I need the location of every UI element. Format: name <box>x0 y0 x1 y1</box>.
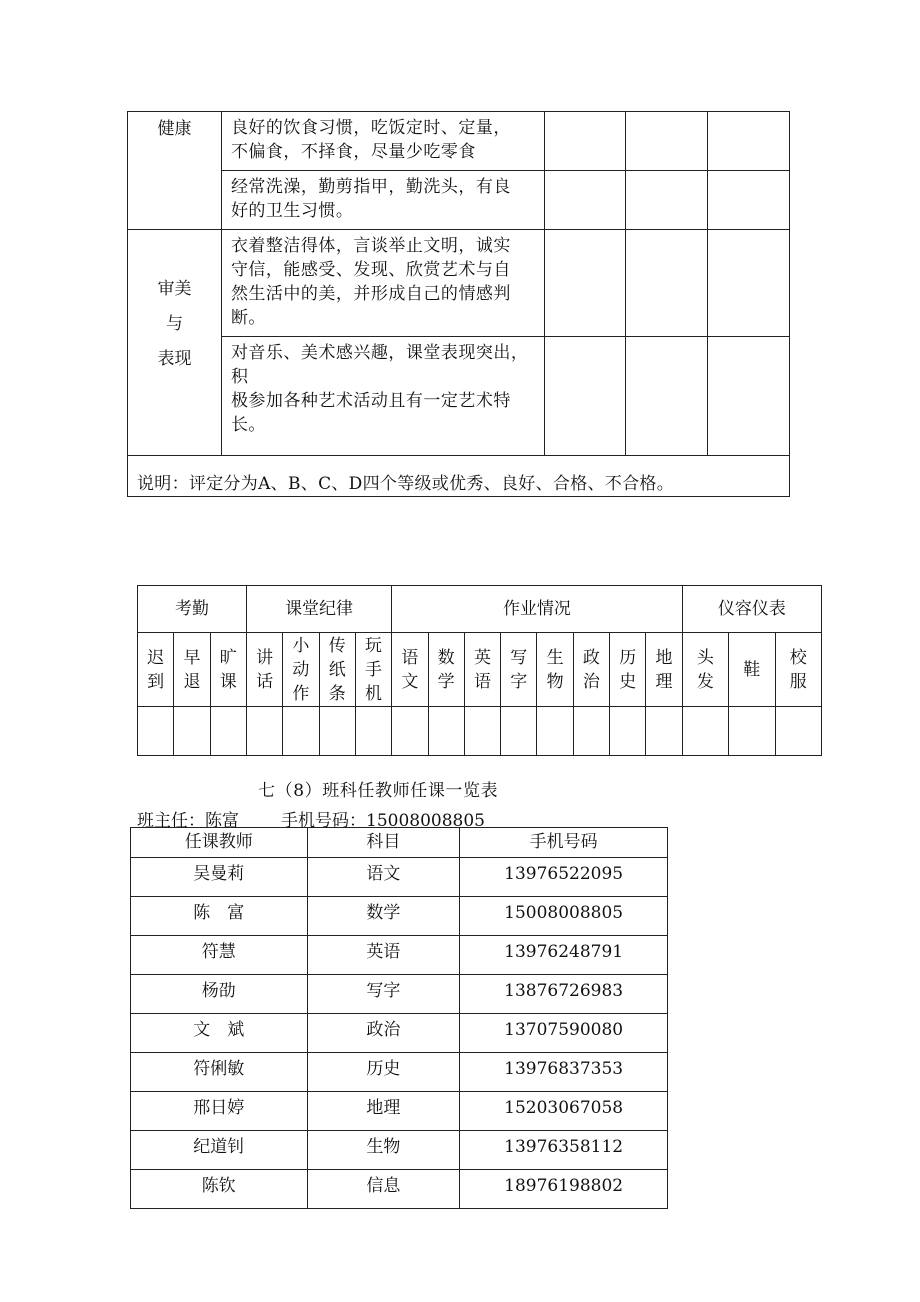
teacher-table <box>130 827 668 1209</box>
grade-cell <box>544 171 626 230</box>
blank-cell <box>319 707 355 756</box>
col-hair: 头 发 <box>682 633 728 707</box>
col-early-leave: 早 退 <box>174 633 210 707</box>
blank-cell <box>729 707 775 756</box>
col-math: 数 学 <box>428 633 464 707</box>
criteria-cell: 良好的饮食习惯，吃饭定时、定量， 不偏食，不择食，尽量少吃零食 <box>221 112 544 171</box>
grade-cell <box>544 230 626 337</box>
category-aesthetics: 审美 与 表现 <box>128 230 222 456</box>
blank-cell <box>646 707 682 756</box>
blank-cell <box>501 707 537 756</box>
group-appearance: 仪容仪表 <box>682 586 821 633</box>
attendance-table <box>137 585 822 756</box>
grade-cell <box>626 230 708 337</box>
group-homework: 作业情况 <box>392 586 683 633</box>
header-subject: 科目 <box>307 828 460 858</box>
blank-cell <box>428 707 464 756</box>
blank-cell <box>537 707 573 756</box>
table-row: 陈 富 数学 15008008805 <box>131 897 668 936</box>
blank-cell <box>138 707 174 756</box>
blank-cell <box>283 707 319 756</box>
grade-cell <box>544 337 626 456</box>
col-fidgeting: 小 动 作 <box>283 633 319 707</box>
table-row: 文 斌 政治 13707590080 <box>131 1014 668 1053</box>
blank-cell <box>174 707 210 756</box>
grade-cell <box>544 112 626 171</box>
col-geography: 地 理 <box>646 633 682 707</box>
category-health: 健康 <box>128 112 222 230</box>
col-talking: 讲 话 <box>246 633 282 707</box>
criteria-cell: 经常洗澡，勤剪指甲，勤洗头，有良 好的卫生习惯。 <box>221 171 544 230</box>
blank-cell <box>246 707 282 756</box>
evaluation-table <box>127 111 790 497</box>
col-absent: 旷 课 <box>210 633 246 707</box>
col-phone: 玩 手 机 <box>355 633 391 707</box>
col-writing: 写 字 <box>501 633 537 707</box>
grade-cell <box>626 337 708 456</box>
teacher-table-title: 七（8）班科任教师任课一览表 <box>258 781 499 801</box>
table-row: 陈钦 信息 18976198802 <box>131 1170 668 1209</box>
blank-cell <box>210 707 246 756</box>
blank-cell <box>392 707 428 756</box>
blank-cell <box>355 707 391 756</box>
blank-cell <box>775 707 822 756</box>
blank-cell <box>610 707 646 756</box>
criteria-cell: 衣着整洁得体，言谈举止文明，诚实 守信，能感受、发现、欣赏艺术与自 然生活中的美，并形成自己的情感判 断。 <box>221 230 544 337</box>
blank-cell <box>464 707 500 756</box>
group-attendance: 考勤 <box>138 586 247 633</box>
criteria-cell: 对音乐、美术感兴趣，课堂表现突出， 积 极参加各种艺术活动且有一定艺术特 长。 <box>221 337 544 456</box>
grade-cell <box>626 171 708 230</box>
col-shoes: 鞋 <box>729 633 775 707</box>
blank-cell <box>573 707 609 756</box>
grade-cell <box>708 112 790 171</box>
col-biology: 生 物 <box>537 633 573 707</box>
col-english: 英 语 <box>464 633 500 707</box>
blank-cell <box>682 707 728 756</box>
col-politics: 政 治 <box>573 633 609 707</box>
table-row: 邢日婷 地理 15203067058 <box>131 1092 668 1131</box>
header-phone: 手机号码 <box>460 828 668 858</box>
table-row: 符慧 英语 13976248791 <box>131 936 668 975</box>
table-row: 杨劭 写字 13876726983 <box>131 975 668 1014</box>
table-row: 符俐敏 历史 13976837353 <box>131 1053 668 1092</box>
table-row: 纪道钊 生物 13976358112 <box>131 1131 668 1170</box>
grade-cell <box>708 171 790 230</box>
col-history: 历 史 <box>610 633 646 707</box>
grade-cell <box>626 112 708 171</box>
table-row: 吴曼莉 语文 13976522095 <box>131 858 668 897</box>
head-teacher-phone: 手机号码：15008008805 <box>281 811 485 831</box>
head-teacher: 班主任：陈富 <box>137 811 239 831</box>
group-discipline: 课堂纪律 <box>246 586 391 633</box>
col-passing-notes: 传 纸 条 <box>319 633 355 707</box>
col-chinese: 语 文 <box>392 633 428 707</box>
grade-cell <box>708 337 790 456</box>
col-uniform: 校 服 <box>775 633 822 707</box>
col-late: 迟 到 <box>138 633 174 707</box>
grade-cell <box>708 230 790 337</box>
grading-note: 说明：评定分为A、B、C、D四个等级或优秀、良好、合格、不合格。 <box>128 456 790 497</box>
header-teacher: 任课教师 <box>131 828 308 858</box>
